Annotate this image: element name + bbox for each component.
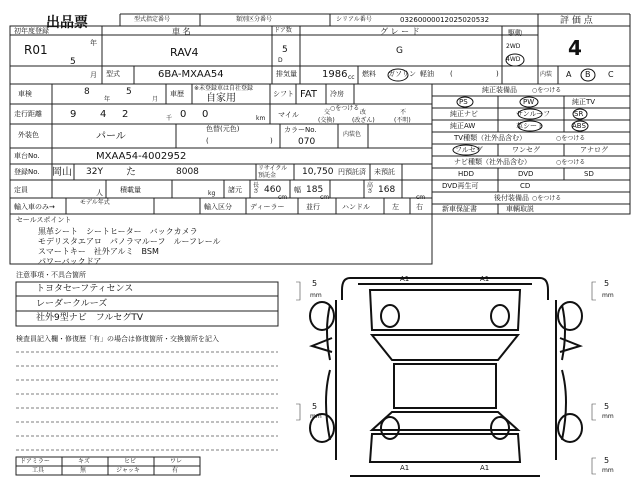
mileage-type1-top: 交	[324, 109, 331, 116]
note-line: レーダークルーズ	[36, 299, 108, 309]
equip-aw: 純正AW	[450, 122, 476, 130]
chassis-value: MXAA54-4002952	[96, 151, 187, 162]
doors-label: ドア数	[274, 27, 292, 34]
size-label: 諸元	[228, 186, 242, 194]
registration-region: 岡山	[52, 167, 72, 178]
shift-value: FAT	[300, 89, 318, 100]
inspection-year: 8	[84, 87, 90, 97]
car-name: RAV4	[170, 46, 199, 59]
recycle-pending: 未預託	[374, 168, 395, 176]
usage-label: 車歴	[170, 90, 184, 98]
import-parallel: 並行	[306, 203, 320, 211]
tv-oneseg: ワンセグ	[512, 146, 540, 154]
interior-c: C	[608, 70, 614, 79]
tv-analog: アナログ	[580, 146, 608, 154]
usage-note: ※未登録車は自社登録	[194, 85, 254, 92]
legend-value: ジャッキ	[116, 467, 140, 474]
grade-score: 4	[568, 36, 582, 60]
serial-number: 03260000012025020532	[400, 16, 490, 24]
diagram-unit-bottom-right: mm	[602, 467, 614, 474]
note-line: 社外9型ナビ フルセグTV	[36, 313, 144, 323]
sales-point-line: 黒革シート シートヒーター バックカメラ	[38, 227, 198, 236]
notes-label: 注意事項・不具合箇所	[16, 271, 86, 279]
diagram-unit-top-right: mm	[602, 292, 614, 299]
diagram-num-top-right: 5	[604, 279, 610, 288]
car-name-label: 車 名	[172, 27, 191, 36]
dvd-player: DVD再生可	[442, 182, 479, 190]
mileage-digit-3: 2	[122, 109, 129, 120]
equip-sr: SR	[574, 110, 584, 118]
class-number-label: 類別区分番号	[236, 16, 273, 23]
diagram-unit-mid-right: mm	[602, 413, 614, 420]
legend-header: ワレ	[170, 458, 183, 465]
mileage-digit-1: 9	[70, 109, 77, 120]
mileage-type2: (改ざん)	[352, 117, 375, 124]
new-car-warranty: 新車保証書	[442, 205, 477, 213]
recycle-amount: 10,750	[302, 167, 334, 177]
handle-label: ハンドル	[342, 203, 370, 211]
width-unit: cm	[320, 194, 330, 201]
registration-label: 登録No.	[14, 168, 40, 176]
grade-score-label: 評 価 点	[560, 16, 593, 26]
doors-unit: D	[278, 57, 283, 64]
equip-ps: PS	[459, 98, 468, 106]
displacement-value: 1986	[322, 69, 348, 80]
aftermarket-note: ○をつける	[532, 195, 562, 202]
diagram-num-mid-left: 5	[312, 402, 318, 411]
diagram-a1-right: A1	[480, 275, 490, 283]
interior-color-label: 内装色	[343, 131, 362, 138]
legend-value: 無	[80, 467, 87, 474]
equip-tv: 純正TV	[572, 98, 596, 106]
first-reg-month: 5	[70, 57, 76, 67]
mileage-digit-2: 4	[100, 109, 107, 120]
diagram-a1-bottom-left: A1	[400, 464, 410, 472]
fuel-diesel: 軽油	[420, 70, 434, 78]
navi-type-label: ナビ種類（社外品含む）	[454, 158, 531, 166]
color-label: 外装色	[18, 131, 39, 139]
recycle-label: リサイクル預託金	[258, 165, 288, 179]
ac-note: ○をつける	[330, 105, 360, 112]
model-year-label: モデル年式	[80, 199, 110, 206]
mileage-digit-4: 0	[180, 109, 187, 120]
import-only-label: 輸入車のみ→	[14, 203, 55, 211]
navi-sd: SD	[584, 170, 594, 178]
diagram-num-top-left: 5	[312, 279, 318, 288]
navi-cd: CD	[520, 182, 531, 190]
height-unit: cm	[416, 194, 426, 201]
length-label: 長さ	[253, 182, 260, 195]
std-equipment-label: 純正装備品	[482, 86, 517, 94]
diagram-num-mid-right: 5	[604, 402, 610, 411]
auth-number-label: 型式指定番号	[134, 16, 171, 23]
legend-header: キズ	[78, 458, 90, 465]
inspection-month: 5	[126, 87, 132, 97]
fuel-bracket-close: )	[496, 70, 499, 78]
diagram-a1-bottom-right: A1	[480, 464, 490, 472]
legend-value: 有	[172, 467, 179, 474]
drive-4wd: 4WD	[506, 56, 521, 63]
color-value: パール	[96, 131, 126, 142]
grade-value: G	[396, 46, 403, 56]
mileage-label: 走行距離	[14, 110, 42, 118]
inspection-year-mark: 年	[104, 96, 111, 103]
handle-left: 左	[392, 203, 399, 211]
mileage-digit-5: 0	[202, 109, 209, 120]
fuel-gasoline: ガソリン	[388, 70, 416, 78]
tv-type-label: TV種類（社外品含む）	[454, 134, 527, 142]
sales-points-label: セールスポイント	[16, 216, 72, 224]
legend-value: 工具	[32, 467, 45, 474]
color-no-label: カラーNo.	[284, 126, 317, 134]
serial-label: シリアル番号	[336, 16, 372, 23]
capacity-label: 定員	[14, 186, 28, 194]
width-label: 幅	[294, 186, 301, 194]
displacement-label: 排気量	[276, 70, 297, 78]
chassis-label: 車台No.	[14, 152, 40, 160]
displacement-unit: cc	[348, 74, 355, 81]
tv-type-note: ○をつける	[556, 135, 586, 142]
equip-sunroof: サンルーフ	[516, 110, 551, 118]
legend-header: ドアミラー	[20, 458, 50, 465]
note-line: トヨタセーフティセンス	[36, 284, 134, 294]
color-change-close: )	[270, 137, 273, 145]
first-reg-era: R01	[24, 43, 48, 57]
legend-header: ヒビ	[124, 458, 137, 465]
doors-count: 5	[282, 45, 288, 55]
first-reg-year-mark: 年	[90, 39, 97, 47]
fuel-bracket-open: (	[450, 70, 453, 78]
mileage-thousand-mark: 千	[166, 115, 173, 122]
mileage-unit: km	[256, 115, 266, 122]
inspection-month-mark: 月	[152, 96, 159, 103]
equip-abs: ABS	[572, 122, 586, 130]
usage-value: 自家用	[206, 93, 236, 104]
drive-2wd: 2WD	[506, 43, 521, 50]
import-dealer: ディーラー	[250, 203, 285, 211]
equip-navi: 純正ナビ	[450, 110, 478, 118]
navi-dvd: DVD	[518, 170, 534, 178]
vehicle-manual: 車輌取説	[506, 205, 534, 213]
fuel-label: 燃料	[362, 70, 376, 78]
tv-fullseg: フルセグ	[455, 146, 483, 154]
ac-label: 冷房	[330, 90, 344, 98]
width-value: 185	[306, 185, 324, 195]
interior-a: A	[566, 70, 572, 79]
diagram-a1-left: A1	[400, 275, 410, 283]
inspector-label: 検査員記入欄・修復歴「有」の場合は修復箇所・交換箇所を記入	[16, 335, 219, 343]
equip-pw: PW	[523, 98, 535, 106]
model-label: 型式	[106, 70, 120, 78]
mileage-type2-top: 改	[360, 109, 367, 116]
interior-label: 内装	[540, 71, 553, 78]
inspection-label: 車検	[18, 90, 32, 98]
height-label: 高さ	[367, 182, 374, 195]
capacity-unit: 人	[96, 189, 103, 197]
diagram-num-bottom-right: 5	[604, 456, 610, 465]
length-unit: cm	[278, 194, 288, 201]
registration-number: 8008	[176, 167, 199, 177]
mileage-type3-top: 不	[400, 109, 407, 116]
mileage-type3: (不明)	[394, 117, 411, 124]
equip-leather: 革シート	[516, 122, 544, 130]
interior-b: B	[585, 70, 591, 79]
model-value: 6BA-MXAA54	[158, 69, 224, 80]
length-value: 460	[264, 185, 282, 195]
car-diagram	[296, 275, 596, 476]
shift-label: シフト	[273, 90, 294, 98]
sales-point-line: スマートキー 社外アルミ BSM	[38, 247, 159, 256]
mileage-type-label: マイル	[278, 111, 299, 119]
std-equipment-note: ○をつける	[532, 87, 562, 94]
drive-label: 駆動	[508, 29, 522, 37]
color-change-label: 色替(元色)	[206, 125, 240, 133]
registration-kana: た	[126, 167, 136, 178]
first-reg-label: 初年度登録	[14, 27, 49, 35]
navi-hdd: HDD	[458, 170, 475, 178]
height-value: 168	[378, 185, 396, 195]
form-title: 出品票	[46, 15, 88, 31]
grade-label: グ レ ー ド	[380, 27, 420, 36]
registration-class: 32Y	[86, 167, 103, 177]
sales-point-line: パワーバックドア	[38, 257, 102, 266]
color-change-open: (	[206, 137, 209, 145]
mileage-type1: (交換)	[318, 117, 335, 124]
load-unit: kg	[208, 190, 216, 197]
load-label: 積載量	[120, 186, 141, 194]
navi-type-note: ○をつける	[556, 159, 586, 166]
sales-point-line: モデリスタエアロ パノラマルーフ ルーフレール	[38, 237, 221, 246]
diagram-unit-top-left: mm	[310, 292, 322, 299]
recycle-unit: 円預託済	[338, 168, 366, 176]
color-no: 070	[298, 137, 316, 147]
import-division-label: 輸入区分	[204, 203, 232, 211]
aftermarket-label: 後付装備品	[494, 194, 529, 202]
first-reg-month-mark: 月	[90, 71, 97, 79]
diagram-unit-mid-left: mm	[310, 413, 322, 420]
handle-right: 右	[416, 203, 423, 211]
